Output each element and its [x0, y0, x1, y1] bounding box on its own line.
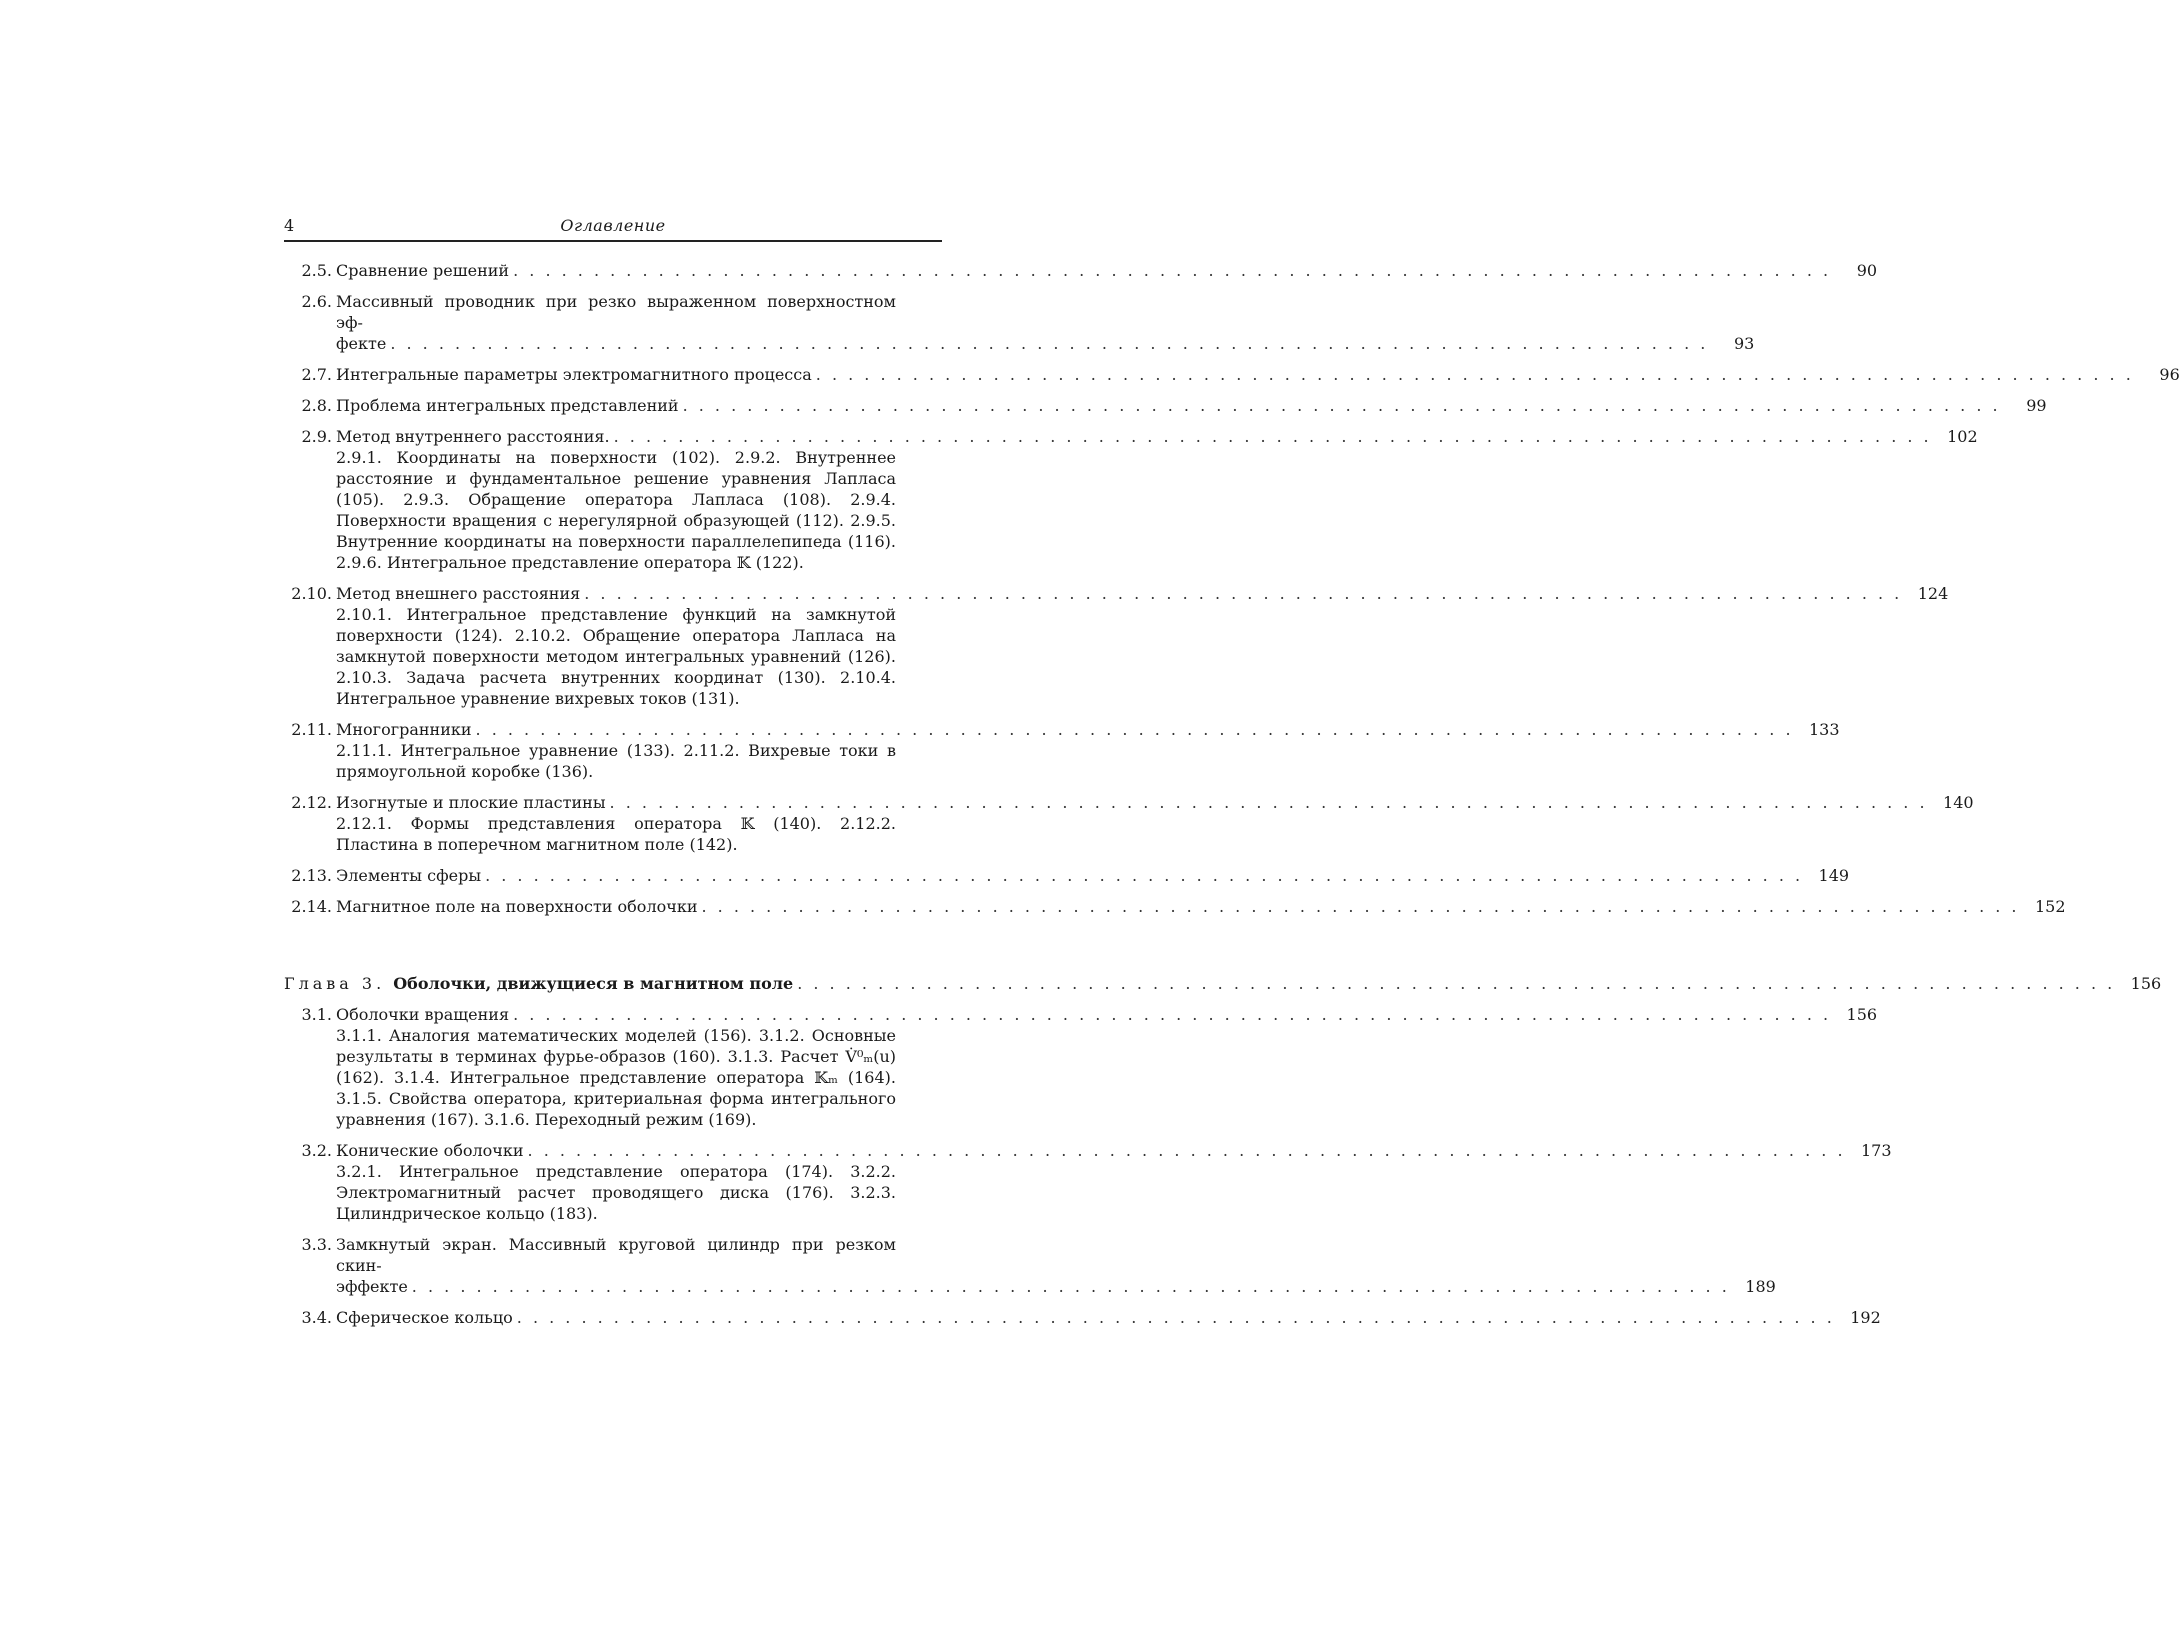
entry-page: 189 — [1745, 1277, 1776, 1296]
toc-entry-2-10[interactable] — [284, 583, 1949, 709]
entry-page: 133 — [1808, 720, 1840, 739]
toc-entry-2-9[interactable] — [284, 426, 1978, 573]
toc-entry-2-7[interactable] — [284, 364, 2180, 385]
toc-entry-3-4[interactable] — [284, 1307, 1881, 1328]
entry-page: 173 — [1860, 1141, 1892, 1160]
toc-entry-2-13[interactable] — [284, 865, 1850, 886]
entry-number: 2.8. — [301, 396, 332, 415]
leader-dots — [679, 395, 2001, 416]
leader-dots — [580, 583, 1902, 604]
entry-page: 124 — [1917, 584, 1949, 603]
entry-title: Оболочки вращения — [336, 1005, 510, 1024]
entry-number: 2.11. — [291, 720, 332, 739]
entry-page: 93 — [1733, 334, 1755, 353]
entry-number: 2.7. — [301, 365, 332, 384]
toc-chapter-3[interactable] — [284, 973, 2162, 994]
entry-title: Проблема интегральных представлений — [336, 396, 679, 415]
entry-number: 3.2. — [301, 1141, 332, 1160]
subsection-list: 2.10.1. Интегральное представление функций на замкнутой поверхности (124). 2.10.2. Обращение оператора Лапласа на замкнутой поверхности методом интегральных уравнений (126). 2.10.3. Задача расчета внутренних координат (130). 2.10.4. Интегральное уравнение вихревых токов (131). — [336, 605, 896, 708]
entry-page: 156 — [1846, 1005, 1878, 1024]
entry-number: 3.1. — [301, 1005, 332, 1024]
chapter-label: Глава 3. — [284, 974, 386, 993]
page-number: 4 — [284, 216, 295, 235]
entry-title: Сферическое кольцо — [336, 1308, 513, 1327]
subsection-list: 2.12.1. Формы представления оператора 𝕂 (140). 2.12.2. Пластина в поперечном магнитном поле (142). — [336, 814, 896, 854]
leader-dots — [524, 1140, 1846, 1161]
entry-number: 3.4. — [301, 1308, 332, 1327]
running-header — [284, 216, 942, 242]
entry-page: 192 — [1850, 1308, 1881, 1327]
leader-dots — [509, 260, 1831, 281]
entry-title-line1: Замкнутый экран. Массивный круговой цилиндр при резком скин- — [336, 1235, 896, 1275]
table-of-contents — [284, 260, 2180, 1328]
toc-entry-2-12[interactable] — [284, 792, 1974, 855]
subsection-list: 2.11.1. Интегральное уравнение (133). 2.11.2. Вихревые токи в прямоугольной коробке (136). — [336, 741, 896, 781]
toc-entry-2-5[interactable] — [284, 260, 1878, 281]
entry-number: 2.12. — [291, 793, 332, 812]
entry-page: 96 — [2159, 365, 2180, 384]
entry-title: Многогранники — [336, 720, 472, 739]
entry-title-line2: фекте — [336, 334, 387, 353]
entry-number: 2.5. — [301, 261, 332, 280]
entry-number: 2.13. — [291, 866, 332, 885]
subsection-list: 3.2.1. Интегральное представление оператора (174). 3.2.2. Электромагнитный расчет проводящего диска (176). 3.2.3. Цилиндрическое кольцо (183). — [336, 1162, 896, 1223]
leader-dots — [408, 1276, 1730, 1297]
leader-dots — [386, 333, 1708, 354]
entry-page: 90 — [1856, 261, 1878, 280]
entry-page: 152 — [2034, 897, 2066, 916]
entry-title: Сравнение решений — [336, 261, 510, 280]
entry-number: 2.14. — [291, 897, 332, 916]
entry-title-line2: эффекте — [336, 1277, 408, 1296]
entry-number: 2.6. — [301, 292, 332, 311]
toc-entry-3-3[interactable] — [284, 1234, 1776, 1297]
leader-dots — [513, 1307, 1835, 1328]
toc-entry-2-6[interactable] — [284, 291, 1755, 354]
entry-title: Интегральные параметры электромагнитного процесса — [336, 365, 812, 384]
leader-dots — [793, 973, 2115, 994]
entry-number: 2.10. — [291, 584, 332, 603]
leader-dots — [812, 364, 2134, 385]
toc-entry-2-11[interactable] — [284, 719, 1840, 782]
entry-page: 102 — [1947, 427, 1978, 446]
toc-entry-3-2[interactable] — [284, 1140, 1892, 1224]
subsection-list: 3.1.1. Аналогия математических моделей (156). 3.1.2. Основные результаты в терминах фурье-образов (160). 3.1.3. Расчет V̇⁰ₘ(u) (162). 3.1.4. Интегральное представление оператора 𝕂ₘ (164). 3.1.5. Свойства оператора, критериальная форма интегрального уравнения (167). 3.1.6. Переходный режим (169). — [336, 1026, 896, 1129]
entry-title: Элементы сферы — [336, 866, 482, 885]
entry-title: Метод внутреннего расстояния. — [336, 427, 610, 446]
entry-page: 140 — [1943, 793, 1974, 812]
running-title: Оглавление — [560, 216, 666, 235]
leader-dots — [697, 896, 2019, 917]
entry-title: Метод внешнего расстояния — [336, 584, 581, 603]
entry-title: Изогнутые и плоские пластины — [336, 793, 606, 812]
entry-number: 3.3. — [301, 1235, 332, 1254]
chapter-title: Оболочки, движущиеся в магнитном поле — [393, 974, 794, 993]
leader-dots — [472, 719, 1794, 740]
leader-dots — [481, 865, 1803, 886]
chapter-page: 156 — [2130, 974, 2162, 993]
leader-dots — [509, 1004, 1831, 1025]
leader-dots — [610, 426, 1932, 447]
toc-entry-2-8[interactable] — [284, 395, 2047, 416]
entry-title: Магнитное поле на поверхности оболочки — [336, 897, 698, 916]
entry-number: 2.9. — [301, 427, 332, 446]
entry-title: Конические оболочки — [336, 1141, 524, 1160]
toc-entry-2-14[interactable] — [284, 896, 2066, 917]
entry-page: 149 — [1818, 866, 1850, 885]
toc-entry-3-1[interactable] — [284, 1004, 1878, 1130]
toc-page — [284, 216, 2180, 1338]
leader-dots — [606, 792, 1928, 813]
subsection-list: 2.9.1. Координаты на поверхности (102). 2.9.2. Внутреннее расстояние и фундаментальное решение уравнения Лапласа (105). 2.9.3. Обращение оператора Лапласа (108). 2.9.4. Поверхности вращения с нерегулярной образующей (112). 2.9.5. Внутренние координаты на поверхности параллелепипеда (116). 2.9.6. Интегральное представление оператора 𝕂 (122). — [336, 448, 896, 572]
entry-title-line1: Массивный проводник при резко выраженном поверхностном эф- — [336, 292, 896, 332]
entry-page: 99 — [2026, 396, 2047, 415]
